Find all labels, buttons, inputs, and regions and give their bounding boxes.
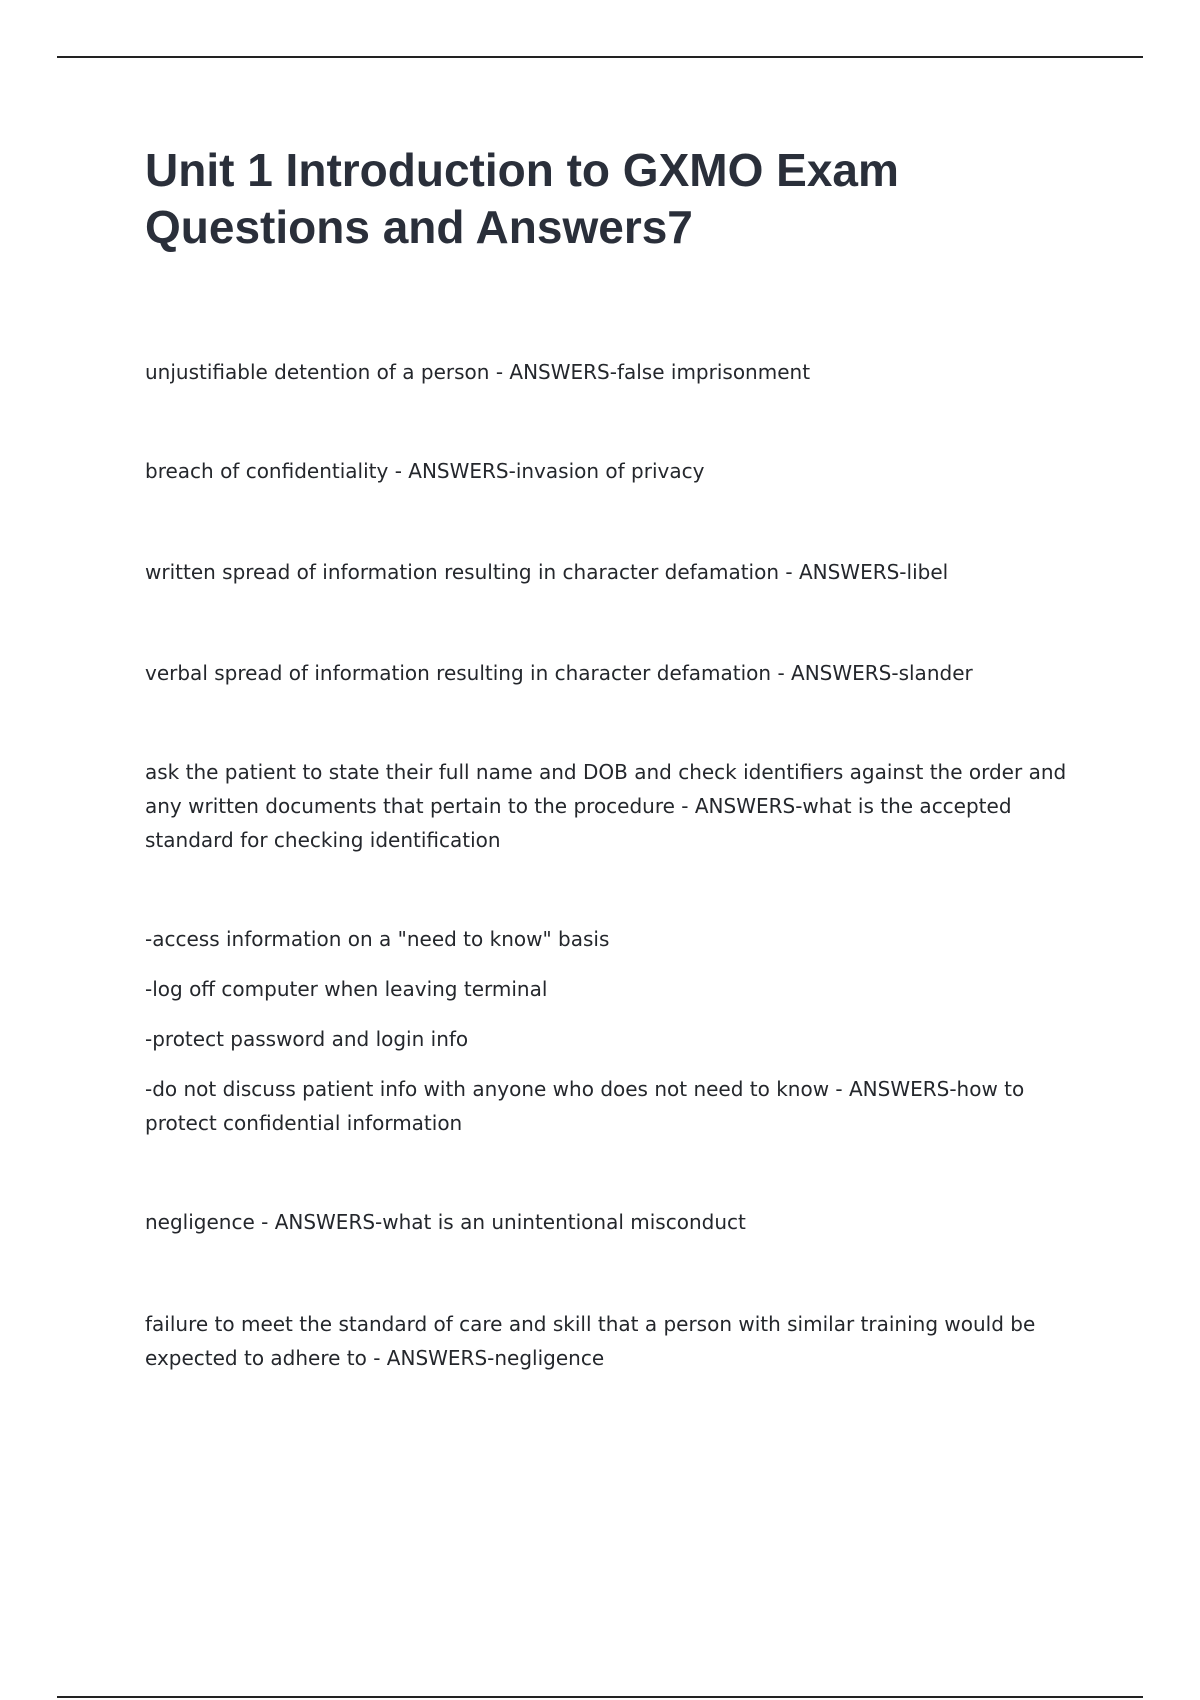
qa-entry: ask the patient to state their full name and DOB and check identifiers against the order and any written documents that pertain to the procedure - ANSWERS-what is the accepted standard for checking identification: [145, 760, 1067, 852]
qa-entry: failure to meet the standard of care and skill that a person with similar training would be expected to adhere to - ANSWERS-negligence: [145, 1312, 1036, 1370]
qa-entry: unjustifiable detention of a person - ANSWERS-false imprisonment: [145, 360, 811, 384]
footer-rule: [57, 1696, 1143, 1698]
header-rule: [57, 56, 1143, 58]
list-item: -access information on a "need to know" basis: [145, 927, 610, 951]
qa-entry: verbal spread of information resulting in character defamation - ANSWERS-slander: [145, 661, 973, 685]
list-item: -protect password and login info: [145, 1027, 469, 1051]
document-title: Unit 1 Introduction to GXMO Exam Questions and Answers7: [145, 144, 899, 253]
list-item: -log off computer when leaving terminal: [145, 977, 548, 1001]
qa-entry: breach of confidentiality - ANSWERS-invasion of privacy: [145, 459, 705, 483]
confidential-info-list: [145, 922, 1095, 1140]
qa-entry: written spread of information resulting in character defamation - ANSWERS-libel: [145, 560, 949, 584]
qa-entry: negligence - ANSWERS-what is an unintentional misconduct: [145, 1210, 746, 1234]
list-item: -do not discuss patient info with anyone who does not need to know - ANSWERS-how to protect confidential information: [145, 1077, 1025, 1135]
